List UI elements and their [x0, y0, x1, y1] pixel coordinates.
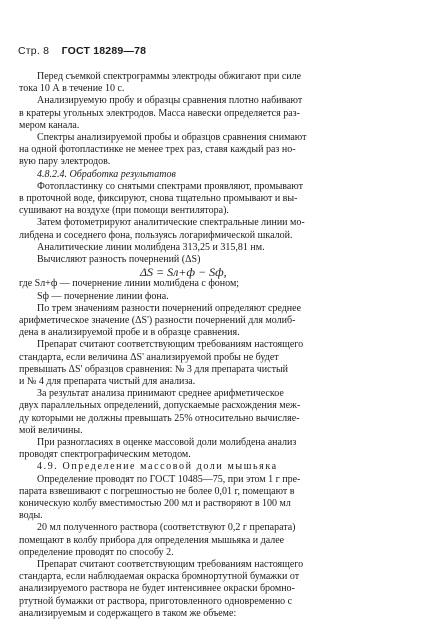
text-line: ду которыми не должны превышать 25% относительно вычисляе-	[19, 413, 300, 424]
text-line: По трем значениям разности почернений определяют среднее	[37, 303, 302, 314]
text-line: Препарат считают соответствующим требованиям настоящего	[37, 339, 304, 350]
text-line: При разногласиях в оценке массовой доли молибдена анализ	[37, 437, 297, 448]
text-line: анализируемого раствора не будет интенсивнее окраски бромно-	[19, 583, 295, 594]
text-line: мером канала.	[19, 120, 80, 131]
standard-number: ГОСТ 18289—78	[61, 45, 147, 57]
text-line: мой величины.	[19, 425, 83, 436]
text-line: вую пару электродов.	[19, 156, 111, 167]
text-line: где Sл+ф — почернение линии молибдена с фоном;	[19, 278, 240, 289]
text-line: Анализируемую пробу и образцы сравнения плотно набивают	[37, 95, 303, 106]
text-line: Фотопластинку со снятыми спектрами проявляют, промывают	[37, 181, 304, 192]
text-line: дена в анализируемой пробе и в образце сравнения.	[19, 327, 240, 338]
formula: ΔS = Sл+ф − Sф,	[140, 265, 227, 280]
text-line: Аналитические линии молибдена 313,25 и 315,81 нм.	[37, 242, 265, 253]
text-line: анализируемым и содержащего в таком же объеме:	[19, 608, 237, 619]
page-number: Стр. 8	[18, 45, 50, 57]
text-line: арифметическое значение (ΔS') разности почернений для молиб-	[19, 315, 296, 326]
text-line: стандарта, если величина ΔS' анализируемой пробы не будет	[19, 352, 279, 363]
text-line: превышать ΔS' образцов сравнения: № 3 для препарата чистый	[19, 364, 289, 375]
text-line: проводят спектрографическим методом.	[19, 449, 191, 460]
page-header	[18, 45, 146, 57]
text-line: За результат анализа принимают среднее арифметическое	[37, 388, 284, 399]
text-line: Спектры анализируемой пробы и образцов сравнения снимают	[37, 132, 307, 143]
section-heading: 4.8.2.4. Обработка результатов	[37, 169, 176, 180]
text-line: тока 10 А в течение 10 с.	[19, 83, 125, 94]
text-line: либдена и соседнего фона, пользуясь логарифмической шкалой.	[19, 230, 293, 241]
text-line: коническую колбу вместимостью 200 мл и растворяют в 100 мл	[19, 498, 291, 509]
text-line: в кратеры угольных электродов. Масса навески определяется раз-	[19, 108, 300, 119]
text-line: в проточной воде, фиксируют, снова тщательно промывают и вы-	[19, 193, 298, 204]
text-line: Определение проводят по ГОСТ 10485—75, при этом 1 г пре-	[37, 474, 301, 485]
text-line: стандарта, если наблюдаемая окраска бромнортутной бумажки от	[19, 571, 300, 582]
text-line: и № 4 для препарата чистый для анализа.	[19, 376, 196, 387]
text-line: на одной фотопластинке не менее трех раз, ставя каждый раз но-	[19, 144, 296, 155]
text-line: ртутной бумажки от раствора, приготовленного одновременно с	[19, 596, 293, 607]
text-line: Затем фотометрируют аналитические спектральные линии мо-	[37, 217, 305, 228]
text-line: двух параллельных определений, допускаемые расхождения меж-	[19, 400, 301, 411]
section-heading: 4.9. Определение массовой доли мышьяка	[37, 461, 278, 472]
text-line: Вычисляют разность почернений (ΔS)	[37, 254, 201, 265]
text-line: парата взвешивают с погрешностью не более 0,01 г, помещают в	[19, 486, 295, 497]
text-line: Препарат считают соответствующим требованиям настоящего	[37, 559, 304, 570]
text-line: помещают в колбу прибора для определения мышьяка и далее	[19, 535, 285, 546]
text-line: сушивают на воздухе (при помощи вентилятора).	[19, 205, 229, 216]
text-line: воды.	[19, 510, 43, 521]
text-line: определение проводят по способу 2.	[19, 547, 174, 558]
text-line: Перед съемкой спектрограммы электроды обжигают при силе	[37, 71, 302, 82]
text-line: Sф — почернение линии фона.	[37, 291, 169, 302]
text-line: 20 мл полученного раствора (соответствуют 0,2 г препарата)	[37, 522, 296, 533]
